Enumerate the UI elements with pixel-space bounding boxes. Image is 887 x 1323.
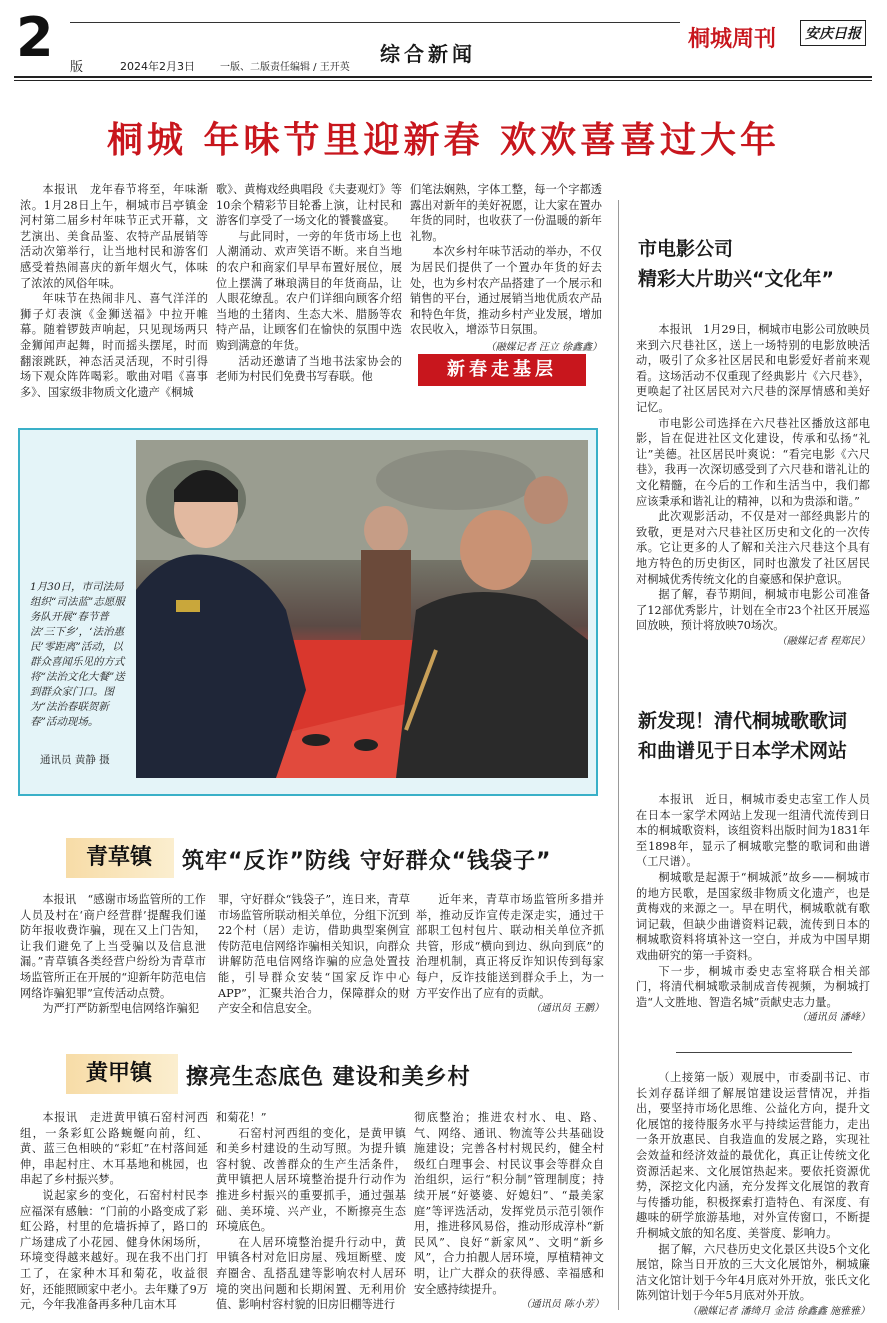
- editors-line: 一版、二版责任编辑 / 王开英: [220, 62, 350, 73]
- paragraph: 据了解，春节期间，桐城市电影公司准备了12部优秀影片，计划在全市23个社区开展巡回放映，预计将放映70场次。: [636, 588, 870, 633]
- main-col-1: [20, 182, 208, 400]
- paragraph: （上接第一版）观展中，市委副书记、市长刘存磊详细了解展馆建设运营情况，并指出，要坚持市场化思维、公益化方向，提升文化展馆的接待服务水平与持续运营能力，走出一条开放惠民、自我造血的发展之路，实现社会效益和经济效益的最优化，真正让传统文化资源活起来、文化展馆热起来。要依托资源优势，深挖文化内涵，充分发挥文化展馆的教育与传播功能，积极探索打造特色、有深度、有趣味的研学旅游基地，对外宣传窗口，不断提升桐城文旅的知名度、美誉度、影响力。: [636, 1071, 870, 1240]
- main-headline: 桐城 年味节里迎新春 欢欢喜喜过大年: [106, 119, 781, 161]
- paragraph: 们笔法娴熟，字体工整，每一个字都透露出对新年的美好祝愿，让大家在置办年货的同时，也收获了一份温暖的新年礼物。: [410, 183, 602, 243]
- byline: （融媒记者 汪立 徐鑫鑫）: [485, 341, 602, 353]
- header-rule-thin: [14, 80, 872, 81]
- header-rule: [14, 76, 872, 78]
- title-line: 精彩大片助兴“文化年”: [638, 268, 834, 290]
- right1-title: [638, 234, 878, 294]
- paragraph: 桐城歌是起源于“桐城派”故乡——桐城市的地方民歌，是国家级非物质文化遗产，也是黄梅戏的来源之一。早在明代，桐城歌就有歌词记载，但缺少曲谱资料记载，流传到日本的桐城歌资料将填补这一空白，并成为中国早期戏曲研究的第一手资料。: [636, 870, 870, 962]
- ban-label: 版: [70, 60, 84, 75]
- paragraph: 年味节在热闹非凡、喜气洋洋的狮子灯表演《金狮送福》中拉开帷幕。随着锣鼓声响起，只见现场两只金狮闻声起舞，时而摇头摆尾，时而翻滚跳跃，神态活灵活现，不时引得场下观众阵阵喝彩。歌曲对唱《喜事多》、国家级非物质文化遗产《桐城: [20, 292, 208, 399]
- photo-credit: 通讯员 黄静 摄: [40, 754, 110, 766]
- main-col-3: [410, 182, 602, 356]
- page-number: 2: [16, 6, 52, 69]
- byline: （通讯员 王鹏）: [530, 1003, 604, 1015]
- story2-col-1: [20, 892, 206, 1017]
- paragraph: 活动还邀请了当地书法家协会的老师为村民们免费书写春联。他: [216, 354, 402, 384]
- paragraph: 本报讯 近日，桐城市委史志室工作人员在日本一家学术网站上发现一组清代流传到日本的桐城歌资料，该组资料出版时间为1831年至1898年，显示了桐城歌完整的歌词和曲谱（工尺谱）。: [636, 793, 870, 869]
- byline: （通讯员 陈小芳）: [520, 1299, 604, 1311]
- paper-logo: 安庆日报: [800, 20, 866, 46]
- story3-title: 擦亮生态底色 建设和美乡村: [186, 1065, 471, 1090]
- paragraph: 此次观影活动，不仅是对一部经典影片的致敬，更是对六尺巷社区历史和文化的一次传承。它让更多的人了解和关注六尺巷这个具有地方特色的历史街区，同时也激发了社区居民对桐城优秀传统文化的自豪感和保护意识。: [636, 510, 870, 586]
- paragraph: 市电影公司选择在六尺巷社区播放这部电影，旨在促进社区文化建设，传承和弘扬“礼让”美德。社区居民叶爽说：“看完电影《六尺巷》，我再一次深切感受到了六尺巷和谐礼让的文化精髓，在今后的工作和生活当中，我们都应该秉承和谐礼让的精神，以和为贵添和谐。”: [636, 416, 870, 508]
- paragraph: 说起家乡的变化，石窑村村民李应福深有感触：“门前的小路变成了彩虹公路，村里的危墙拆掉了，路口的广场建成了小花园、健身休闲场所，环境变得越来越好。现在我不出门打工了，在家种木耳和菊花，收益很好，还能照顾家中老小。去年赚了9万元，今年我准备再多种几亩木耳: [20, 1188, 208, 1312]
- column-divider: [618, 200, 619, 1310]
- paragraph: 歌》、黄梅戏经典唱段《夫妻观灯》等10余个精彩节目轮番上演，让村民和游客们享受了一场文化的饕餮盛宴。: [216, 183, 402, 228]
- story2-kicker: 青草镇: [66, 838, 174, 878]
- brand-logo: 桐城周刊: [688, 27, 777, 52]
- story2-title: 筑牢“反诈”防线 守好群众“钱袋子”: [182, 849, 552, 874]
- paragraph: 据了解，六尺巷历史文化景区共设5个文化展馆，除当日开放的三大文化展馆外，桐城廉洁文化馆计划于今年4月底对外开放，张氏文化陈列馆计划于今年5月底对外开放。: [636, 1242, 870, 1303]
- paragraph: 彻底整治；推进农村水、电、路、气、网络、通讯、物流等公共基础设施建设；完善各村村规民约，健全村级红白理事会、村民议事会等群众自治组织，运行“积分制”管理制度；持续开展“好婆婆、好媳妇”、“最美家庭”等评选活动，发挥党员示范引领作用，推进移风易俗，推动形成淳朴“新民风”、良好“新家风”、文明“新乡风”，合力拍靓人居环境，厚植精神文明，让广大群众的获得感、幸福感和安全感持续提升。: [414, 1111, 604, 1296]
- header-top-rule: [70, 22, 680, 23]
- divider-rule: [676, 1052, 852, 1053]
- paragraph: 近年来，青草市场监管所多措并举，推动反诈宣传走深走实，通过干部职工包村包片、联动相关单位齐抓共管，形成“横向到边、纵向到底”的治理机制，真正将反诈知识传到每家每户，反诈技能送到群众手上，为一方平安作出了应有的贡献。: [416, 893, 604, 1000]
- title-line: 市电影公司: [638, 238, 734, 260]
- byline: （融媒记者 程郑民）: [776, 635, 870, 647]
- paragraph: 本报讯 “感谢市场监管所的工作人员及村在‘商户经营群’提醒我们谨防年报收费诈骗，现在又上门告知，让我们避免了上当受骗以及信息泄漏。”青草镇各类经营户纷纷为青草市场监管所正在开展的“迎新年防范电信网络诈骗犯罪”宣传活动点赞。: [20, 893, 206, 1000]
- section-title: 综合新闻: [380, 42, 476, 66]
- story3-col-1: [20, 1110, 208, 1313]
- paragraph: 与此同时，一旁的年货市场上也人潮涌动、欢声笑语不断。来自当地的农户和商家们早早布置好展位，展位上摆满了琳琅满目的年货商品，让人眼花缭乱。农户们详细向顾客介绍当地的土猪肉、生态大米、腊肠等农特产品，让顾客们在愉快的氛围中选购到满意的年货。: [216, 229, 402, 352]
- news-photo: [136, 440, 588, 778]
- photo-caption: 1月30日，市司法局组织“司法蓝”志愿服务队开展“春节普法‘三下乡’，‘法治惠民’零距离”活动，以群众喜闻乐见的方式将“法治文化大餐”送到群众家门口。图为“法治春联贺新春”活动现场。: [30, 581, 125, 728]
- story2-col-2: [218, 892, 410, 1017]
- photo-illustration: [136, 440, 588, 778]
- paragraph: 石窑村河西组的变化，是黄甲镇和美乡村建设的生动写照。为提升镇容村貌、改善群众的生产生活条件，黄甲镇把人居环境整治提升行动作为推进乡村振兴的重要抓手，通过强基础、美环境、兴产业，不断擦亮生态环境底色。: [216, 1126, 406, 1234]
- paragraph: 本次乡村年味节活动的举办，不仅为居民们提供了一个置办年货的好去处，也为乡村农产品搭建了一个展示和销售的平台，通过展销当地优质农产品和特色年货，推动乡村产业发展，增加农民收入，增添节日氛围。: [410, 245, 602, 337]
- byline: （融媒记者 潘绮月 金洁 徐鑫鑫 施雅雅）: [687, 1305, 870, 1317]
- paragraph: 在人居环境整治提升行动中，黄甲镇各村对危旧房屋、残垣断壁、废弃圈舍、乱搭乱建等影响农村人居环境的突出问题和长期闲置、无利用价值、影响村容村貌的旧房旧棚等进行: [216, 1235, 406, 1312]
- byline: （通讯员 潘峰）: [796, 1012, 870, 1024]
- section-badge: 新春走基层: [418, 354, 586, 386]
- paragraph: 本报讯 走进黄甲镇石窑村河西组，一条彩虹公路蜿蜒向前，红、黄、蓝三色相映的“彩虹”在村落间延伸，串起村庄、木耳基地和桃园，也串起了乡村振兴梦。: [20, 1111, 208, 1187]
- story3-col-2: [216, 1110, 406, 1313]
- paragraph: 本报讯 1月29日，桐城市电影公司放映员来到六尺巷社区，送上一场特别的电影放映活动，吸引了众多社区居民和电影爱好者前来观看。这场活动不仅重现了经典影片《六尺巷》，更唤起了社区居民对六尺巷的深厚情感和美好记忆。: [636, 323, 870, 414]
- title-line: 和曲谱见于日本学术网站: [638, 740, 848, 762]
- story2-col-3: [416, 892, 604, 1017]
- story3-kicker: 黄甲镇: [66, 1054, 178, 1094]
- main-col-2: [216, 182, 402, 385]
- paragraph: 下一步，桐城市委史志室将联合相关部门，将清代桐城歌录制成音传视频，为桐城打造“人文胜地、智造名城”贡献史志力量。: [636, 964, 870, 1009]
- issue-date: 2024年2月3日: [120, 60, 195, 73]
- right2-title: [638, 706, 878, 766]
- right1-body: [636, 322, 870, 649]
- title-line: 新发现！清代桐城歌歌词: [638, 710, 848, 732]
- right3-body: [636, 1070, 870, 1320]
- paragraph: 罪，守好群众“钱袋子”，连日来，青草市场监管所联动相关单位，分组下沉到22个村（居）走访，借助典型案例宣传防范电信网络诈骗相关知识，向群众讲解防范电信网络诈骗的应急处置技能，引导群众安装“国家反诈中心APP”，汇聚共治合力，保障群众的财产安全和信息安全。: [218, 893, 410, 1016]
- paragraph: 为严打严防新型电信网络诈骗犯: [42, 1002, 200, 1016]
- story3-col-3: [414, 1110, 604, 1313]
- paragraph: 和菊花！”: [216, 1111, 267, 1124]
- paragraph: 本报讯 龙年春节将至，年味渐浓。1月28日上午，桐城市吕亭镇金河村第二届乡村年味节正式开幕，文艺演出、美食品鉴、农特产品展销等活动次第举行，让当地村民和游客们感受着热闹喜庆的新年烟火气，体味了浓浓的风俗年味。: [20, 183, 208, 290]
- right2-body: [636, 792, 870, 1026]
